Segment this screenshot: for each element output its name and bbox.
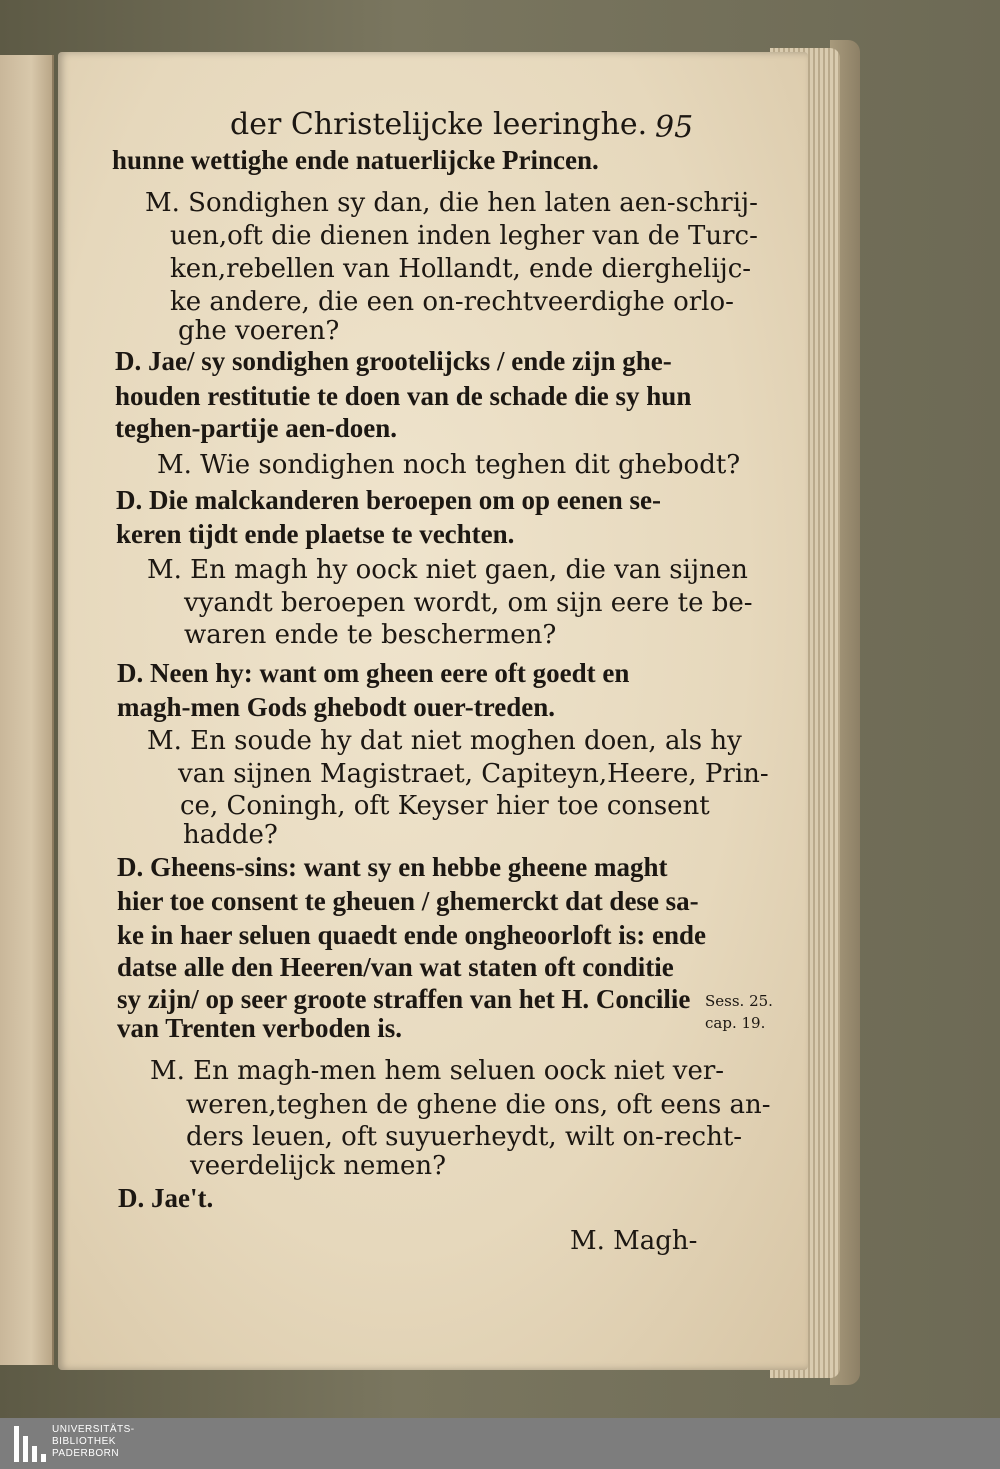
text-line: van Trenten verboden is. <box>117 1013 403 1043</box>
text-line: M. En magh-men hem seluen oock niet ver- <box>150 1056 725 1086</box>
text-line: hunne wettighe ende natuerlijcke Princen. <box>112 145 599 175</box>
text-line: M. Sondighen sy dan, die hen laten aen-schrij- <box>145 188 758 218</box>
text-line: uen,oft die dienen inden legher van de Turc- <box>170 221 758 251</box>
text-line: teghen-partije aen-doen. <box>115 413 397 443</box>
text-line: D. Die malckanderen beroepen om op eenen se- <box>116 485 661 515</box>
text-line: ken,rebellen van Hollandt, ende dierghelijc- <box>170 254 752 284</box>
text-line: D. Neen hy: want om gheen eere oft goedt en <box>117 658 630 688</box>
running-title: der Christelijcke leeringhe. <box>230 107 648 142</box>
library-name-line: UNIVERSITÄTS- <box>52 1424 135 1435</box>
library-name <box>52 1424 135 1460</box>
text-line: ghe voeren? <box>178 316 340 346</box>
text-line: waren ende te beschermen? <box>184 620 557 650</box>
text-line: D. Gheens-sins: want sy en hebbe gheene maght <box>117 852 668 882</box>
text-line: van sijnen Magistraet, Capiteyn,Heere, Prin- <box>178 759 769 789</box>
text-line: sy zijn/ op seer groote straffen van het H. Concilie <box>117 984 691 1014</box>
text-line: ders leuen, oft suyuerheydt, wilt on-recht- <box>186 1122 743 1152</box>
library-footer <box>0 1418 1000 1469</box>
text-line: M. Wie sondighen noch teghen dit ghebodt? <box>157 450 741 480</box>
text-line: houden restitutie te doen van de schade die sy hun <box>115 381 692 411</box>
text-line: vyandt beroepen wordt, om sijn eere te be- <box>184 588 753 618</box>
margin-note-session: Sess. 25. <box>705 992 773 1010</box>
text-line: hadde? <box>183 820 278 850</box>
text-line: M. En soude hy dat niet moghen doen, als hy <box>147 726 742 756</box>
library-name-line: PADERBORN <box>52 1448 120 1459</box>
text-line: weren,teghen de ghene die ons, oft eens an- <box>186 1090 771 1120</box>
text-line: keren tijdt ende plaetse te vechten. <box>116 519 515 549</box>
text-line: veerdelijck nemen? <box>190 1151 447 1181</box>
text-line: ke andere, die een on-rechtveerdighe orlo- <box>170 287 734 317</box>
text-line: magh-men Gods ghebodt ouer-treden. <box>117 692 555 722</box>
library-logo-icon <box>14 1426 46 1462</box>
catchword: M. Magh- <box>570 1226 698 1256</box>
text-line: M. En magh hy oock niet gaen, die van sijnen <box>147 555 748 585</box>
text-line: D. Jae't. <box>118 1183 214 1213</box>
text-line: datse alle den Heeren/van wat staten oft conditie <box>117 952 674 982</box>
text-line: D. Jae/ sy sondighen grootelijcks / ende zijn ghe- <box>115 346 672 376</box>
margin-note-chapter: cap. 19. <box>705 1014 766 1032</box>
page-number: 95 <box>655 110 694 145</box>
text-line: hier toe consent te gheuen / ghemerckt dat dese sa- <box>117 886 699 916</box>
text-line: ke in haer seluen quaedt ende ongheoorloft is: ende <box>117 920 707 950</box>
text-line: ce, Coningh, oft Keyser hier toe consent <box>180 791 710 821</box>
library-name-line: BIBLIOTHEK <box>52 1436 116 1447</box>
